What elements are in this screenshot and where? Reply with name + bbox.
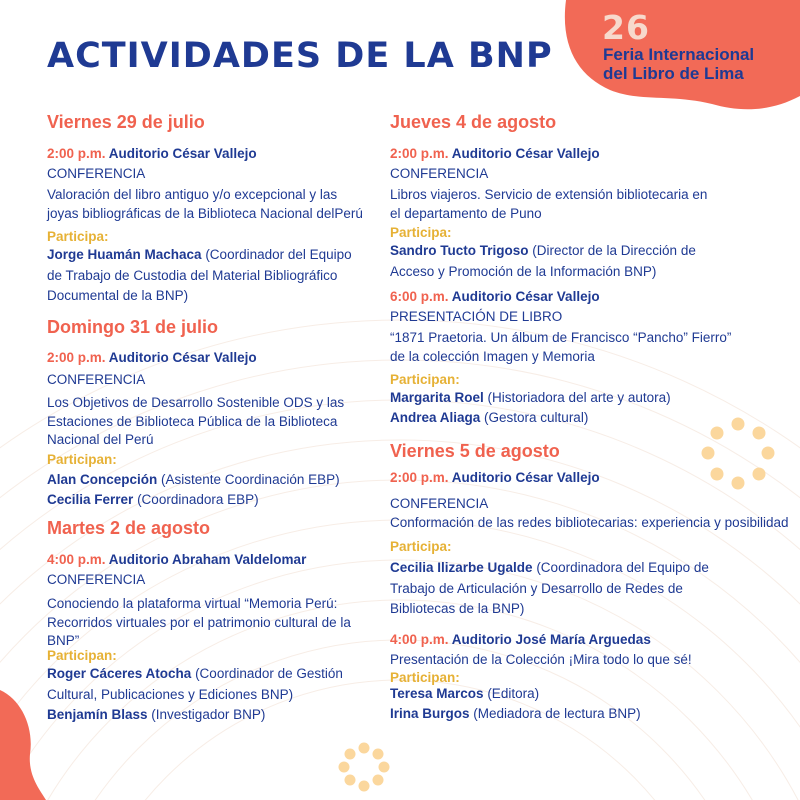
participant-role: (Coordinador de Gestión Cultural, Publicaciones y Ediciones BNP) [47,666,343,702]
participant-name: Andrea Aliaga [390,410,481,425]
participant [390,684,710,705]
logo-text [603,45,754,83]
participant-name: Jorge Huamán Machaca [47,247,202,262]
logo-line-1: Feria Internacional [603,45,755,64]
fair-logo [602,8,650,47]
participants-label: Participan: [47,648,117,663]
participant-role: (Investigador BNP) [147,707,266,722]
event-time: 4:00 p.m. [390,632,449,647]
dot-cluster-icon [702,418,775,490]
logo-number: 26 [602,8,650,47]
event-place: Auditorio César Vallejo [108,350,257,365]
participants-label: Participan: [390,372,460,387]
participants-label: Participa: [390,539,452,554]
event-description: Libros viajeros. Servicio de extensión bibliotecaria en el departamento de Puno [390,187,708,221]
event-description: Conociendo la plataforma virtual “Memoria Perú: Recorridos virtuales por el patrimonio cultural de la BNP” [47,596,351,648]
day-heading: Martes 2 de agosto [47,518,211,538]
event-description: “1871 Praetoria. Un álbum de Francisco “Pancho” Fierro” de la colección Imagen y Memoria [390,330,732,364]
participant-name: Roger Cáceres Atocha [47,666,192,681]
participant-role: (Coordinador del Equipo de Trabajo de Custodia del Material Bibliográfico Documental de la BNP) [47,247,352,303]
event-place: Auditorio José María Arguedas [451,632,651,647]
participants-label: Participa: [47,229,109,244]
participant-role: (Gestora cultural) [480,410,589,425]
page-title: ACTIVIDADES DE LA BNP [47,36,553,76]
event-time: 2:00 p.m. [47,350,106,365]
event-place: Auditorio César Vallejo [451,470,600,485]
event-time: 2:00 p.m. [390,146,449,161]
event-description: Valoración del libro antiguo y/o excepcional y las joyas bibliográficas de la Biblioteca Nacional delPerú [47,187,363,221]
day-heading: Viernes 5 de agosto [390,441,560,461]
participant-role: (Coordinadora del Equipo de Trabajo de Articulación y Desarrollo de Redes de Bibliotecas de la BNP) [390,560,709,616]
event-time-place [390,470,600,485]
event-time-place [390,289,600,304]
participant-role: (Historiadora del arte y autora) [483,390,671,405]
event-time-place [390,146,600,161]
event-time-place [47,350,257,365]
participant [390,558,750,620]
event-place: Auditorio Abraham Valdelomar [108,552,307,567]
day-heading: Domingo 31 de julio [47,317,219,337]
corner-blob-bottom-left [0,690,46,800]
event-description: Presentación de la Colección ¡Mira todo lo que sé! [390,652,692,667]
participant [47,245,367,307]
participants-label: Participan: [390,670,460,685]
participant-name: Irina Burgos [390,706,470,721]
participants-label: Participan: [47,452,117,467]
participant-name: Cecilia Ferrer [47,492,134,507]
participant-name: Margarita Roel [390,390,484,405]
event-type: CONFERENCIA [47,166,146,181]
participant [390,704,710,725]
event-place: Auditorio César Vallejo [108,146,257,161]
event-description: Conformación de las redes bibliotecarias: experiencia y posibilidad [390,515,789,530]
event-time: 2:00 p.m. [47,146,106,161]
participant [47,470,367,491]
participant [390,408,710,429]
participant-role: (Director de la Dirección de Acceso y Promoción de la Información BNP) [390,243,696,279]
event-place: Auditorio César Vallejo [451,146,600,161]
event-type: CONFERENCIA [47,372,146,387]
participant-role: (Asistente Coordinación EBP) [157,472,340,487]
event-type: PRESENTACIÓN DE LIBRO [390,309,563,324]
logo-line-2: del Libro de Lima [603,64,744,83]
participant-name: Alan Concepción [47,472,158,487]
event-time: 2:00 p.m. [390,470,449,485]
event-type: CONFERENCIA [47,572,146,587]
event-time: 4:00 p.m. [47,552,106,567]
day-heading: Viernes 29 de julio [47,112,205,132]
participant-role: (Editora) [483,686,540,701]
participant-role: (Coordinadora EBP) [133,492,259,507]
day-heading: Jueves 4 de agosto [390,112,557,132]
participant [47,664,357,705]
participants-label: Participa: [390,225,452,240]
participant-name: Cecilia Ilizarbe Ugalde [390,560,533,575]
participant-role: (Mediadora de lectura BNP) [469,706,641,721]
participant-name: Benjamín Blass [47,707,148,722]
participant [47,705,367,726]
participant-name: Teresa Marcos [390,686,484,701]
participant [390,388,710,409]
event-time-place [47,146,257,161]
participant-name: Sandro Tucto Trigoso [390,243,529,258]
event-time-place [47,552,306,567]
event-place: Auditorio César Vallejo [451,289,600,304]
event-time-place [390,632,651,647]
participant [47,490,367,511]
participant [390,241,700,282]
dot-cluster-icon [339,743,390,792]
event-time: 6:00 p.m. [390,289,449,304]
event-type: CONFERENCIA [390,166,489,181]
event-description: Los Objetivos de Desarrollo Sostenible ODS y las Estaciones de Biblioteca Pública de la Biblioteca Nacional del Perú [47,395,345,447]
event-type: CONFERENCIA [390,496,489,511]
